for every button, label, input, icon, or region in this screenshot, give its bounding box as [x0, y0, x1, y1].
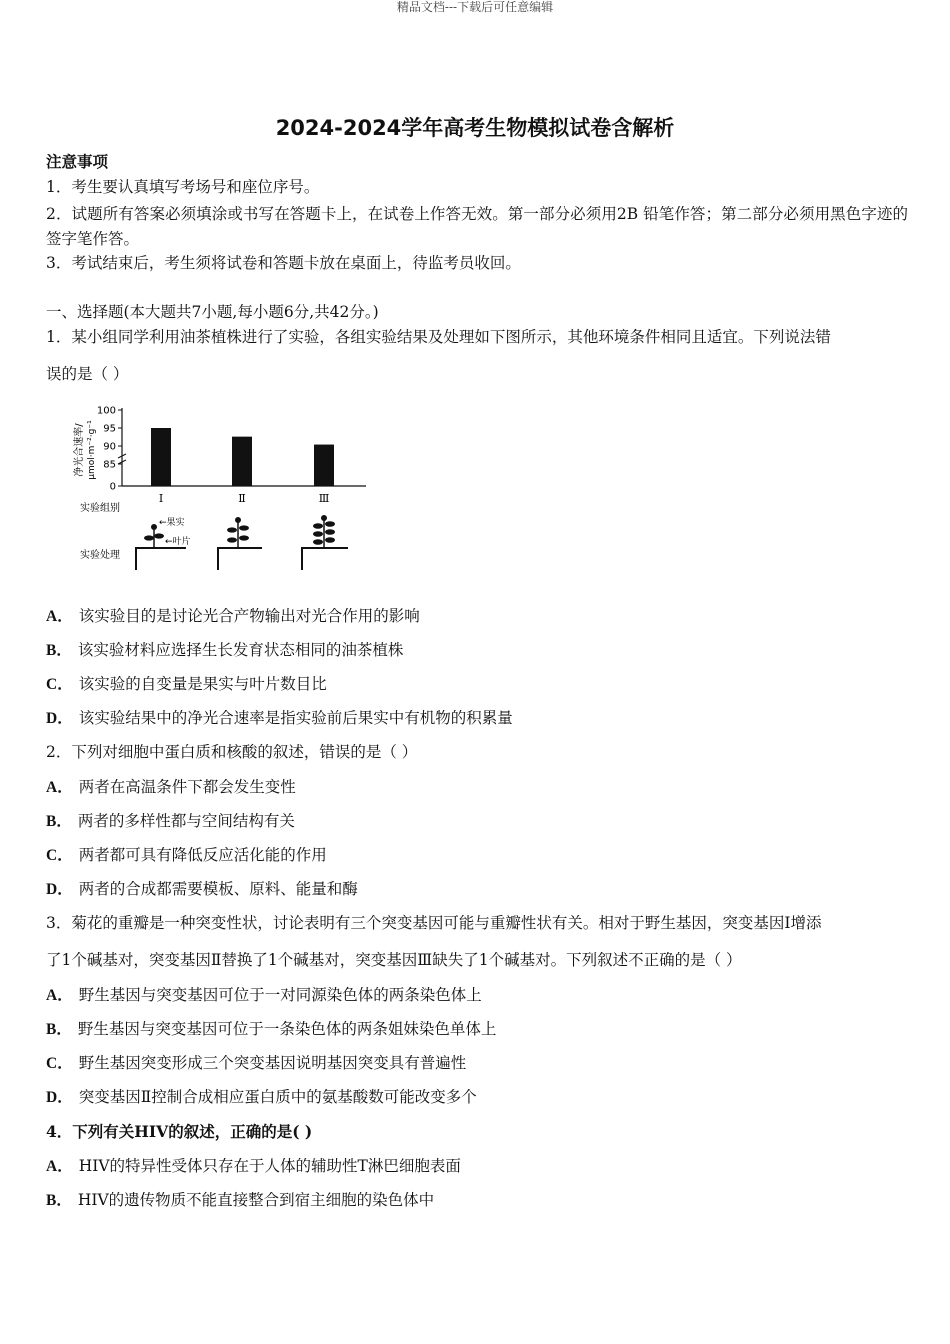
option-label: A． — [46, 987, 73, 1004]
treatment-diagram-2 — [218, 517, 262, 570]
y-tick-label: 95 — [103, 423, 116, 435]
y-axis-label — [72, 420, 97, 480]
section-heading: 一、选择题(本大题共7小题,每小题6分,共42分。) — [46, 303, 379, 321]
page-title: 2024-2024学年高考生物模拟试卷含解析 — [275, 116, 675, 140]
option-text: 该实验的自变量是果实与叶片数目比 — [78, 675, 327, 693]
option-row — [46, 1053, 466, 1074]
option-label: A． — [46, 608, 73, 625]
x-category-label: Ⅲ — [318, 492, 330, 505]
question-stem: 1．某小组同学利用油茶植株进行了实验，各组实验结果及处理如下图所示，其他环境条件相同且适宜。下列说法错 — [46, 328, 831, 346]
y-axis-label-line1: 净光合速率/ — [74, 423, 85, 477]
x-category-label: Ⅱ — [238, 492, 246, 505]
option-label: C． — [46, 847, 73, 864]
bar — [151, 428, 171, 486]
option-label: D． — [46, 1089, 73, 1106]
question-stem: 4．下列有关HIV的叙述，正确的是( ) — [46, 1122, 313, 1141]
question-stem: 3．菊花的重瓣是一种突变性状，讨论表明有三个突变基因可能与重瓣性状有关。相对于野生基因，突变基因Ⅰ增添 — [46, 914, 822, 932]
option-label: A． — [46, 779, 73, 796]
option-label: B． — [46, 813, 72, 830]
option-row — [46, 879, 358, 900]
option-row — [46, 1156, 461, 1177]
bar — [314, 445, 334, 486]
option-row — [46, 1087, 477, 1108]
group-row-label: 实验组别 — [80, 503, 120, 514]
option-text: 该实验结果中的净光合速率是指实验前后果实中有机物的积累量 — [78, 709, 513, 727]
option-row — [46, 708, 513, 729]
notice-heading: 注意事项 — [46, 152, 109, 171]
option-text: 两者的合成都需要模板、原料、能量和酶 — [78, 880, 358, 898]
option-text: 该实验目的是讨论光合产物输出对光合作用的影响 — [78, 607, 420, 625]
option-row — [46, 640, 403, 661]
option-text: 该实验材料应选择生长发育状态相同的油茶植株 — [77, 641, 404, 659]
option-label: A． — [46, 1158, 73, 1175]
page-header: 精品文档---下载后可任意编辑 — [396, 0, 554, 14]
option-label: C． — [46, 676, 73, 693]
treatment-diagram-1 — [136, 524, 186, 570]
notice-item: 3．考试结束后，考生须将试卷和答题卡放在桌面上，待监考员收回。 — [46, 254, 521, 272]
option-label: B． — [46, 642, 72, 659]
option-label: C． — [46, 1055, 73, 1072]
leaf-label: ←叶片 — [165, 537, 191, 547]
y-tick-label: 90 — [103, 441, 116, 453]
option-label: D． — [46, 881, 73, 898]
option-text: 野生基因与突变基因可位于一条染色体的两条姐妹染色单体上 — [77, 1020, 497, 1038]
option-row — [46, 674, 327, 695]
y-tick-label: 100 — [96, 405, 116, 417]
option-label: B． — [46, 1192, 72, 1209]
treatment-row-label: 实验处理 — [80, 550, 120, 561]
option-row — [46, 606, 420, 627]
option-row — [46, 985, 482, 1006]
notice-item: 1．考生要认真填写考场号和座位序号。 — [46, 178, 320, 196]
notice-item: 2．试题所有答案必须填涂或书写在答题卡上，在试卷上作答无效。第一部分必须用2B 铅笔作答；第二部分必须用黑色字迹的签字笔作答。 — [46, 205, 908, 248]
y-ticks — [97, 406, 122, 493]
option-text: 突变基因Ⅱ控制合成相应蛋白质中的氨基酸数可能改变多个 — [78, 1088, 477, 1106]
option-text: 两者的多样性都与空间结构有关 — [77, 812, 295, 830]
question-stem: 了1个碱基对，突变基因Ⅱ替换了1个碱基对，突变基因Ⅲ缺失了1个碱基对。下列叙述不正确的是（ ） — [46, 951, 742, 969]
option-row — [46, 1190, 434, 1211]
bar-chart-figure — [66, 398, 386, 588]
treatment-diagram-3 — [302, 515, 348, 570]
fruit-label: ←果实 — [159, 518, 185, 528]
question-stem: 误的是（ ） — [46, 365, 129, 383]
bar — [232, 437, 252, 486]
x-category-label: Ⅰ — [158, 492, 164, 505]
option-label: B． — [46, 1021, 72, 1038]
option-text: HIV的遗传物质不能直接整合到宿主细胞的染色体中 — [77, 1191, 435, 1209]
option-label: D． — [46, 710, 73, 727]
question-stem: 2．下列对细胞中蛋白质和核酸的叙述，错误的是（ ） — [46, 743, 418, 761]
y-tick-label: 85 — [103, 459, 116, 471]
option-row — [46, 811, 295, 832]
option-text: 野生基因突变形成三个突变基因说明基因突变具有普遍性 — [78, 1054, 467, 1072]
option-row — [46, 845, 327, 866]
option-row — [46, 777, 296, 798]
option-text: HIV的特异性受体只存在于人体的辅助性T淋巴细胞表面 — [78, 1157, 461, 1175]
option-row — [46, 1019, 496, 1040]
y-tick-label: 0 — [109, 481, 116, 493]
option-text: 两者在高温条件下都会发生变性 — [78, 778, 296, 796]
category-labels — [159, 492, 329, 505]
bars — [151, 428, 334, 486]
option-text: 两者都可具有降低反应活化能的作用 — [78, 846, 327, 864]
y-axis-label-line2: μmol·m⁻²·g⁻¹ — [87, 420, 97, 480]
option-text: 野生基因与突变基因可位于一对同源染色体的两条染色体上 — [78, 986, 482, 1004]
